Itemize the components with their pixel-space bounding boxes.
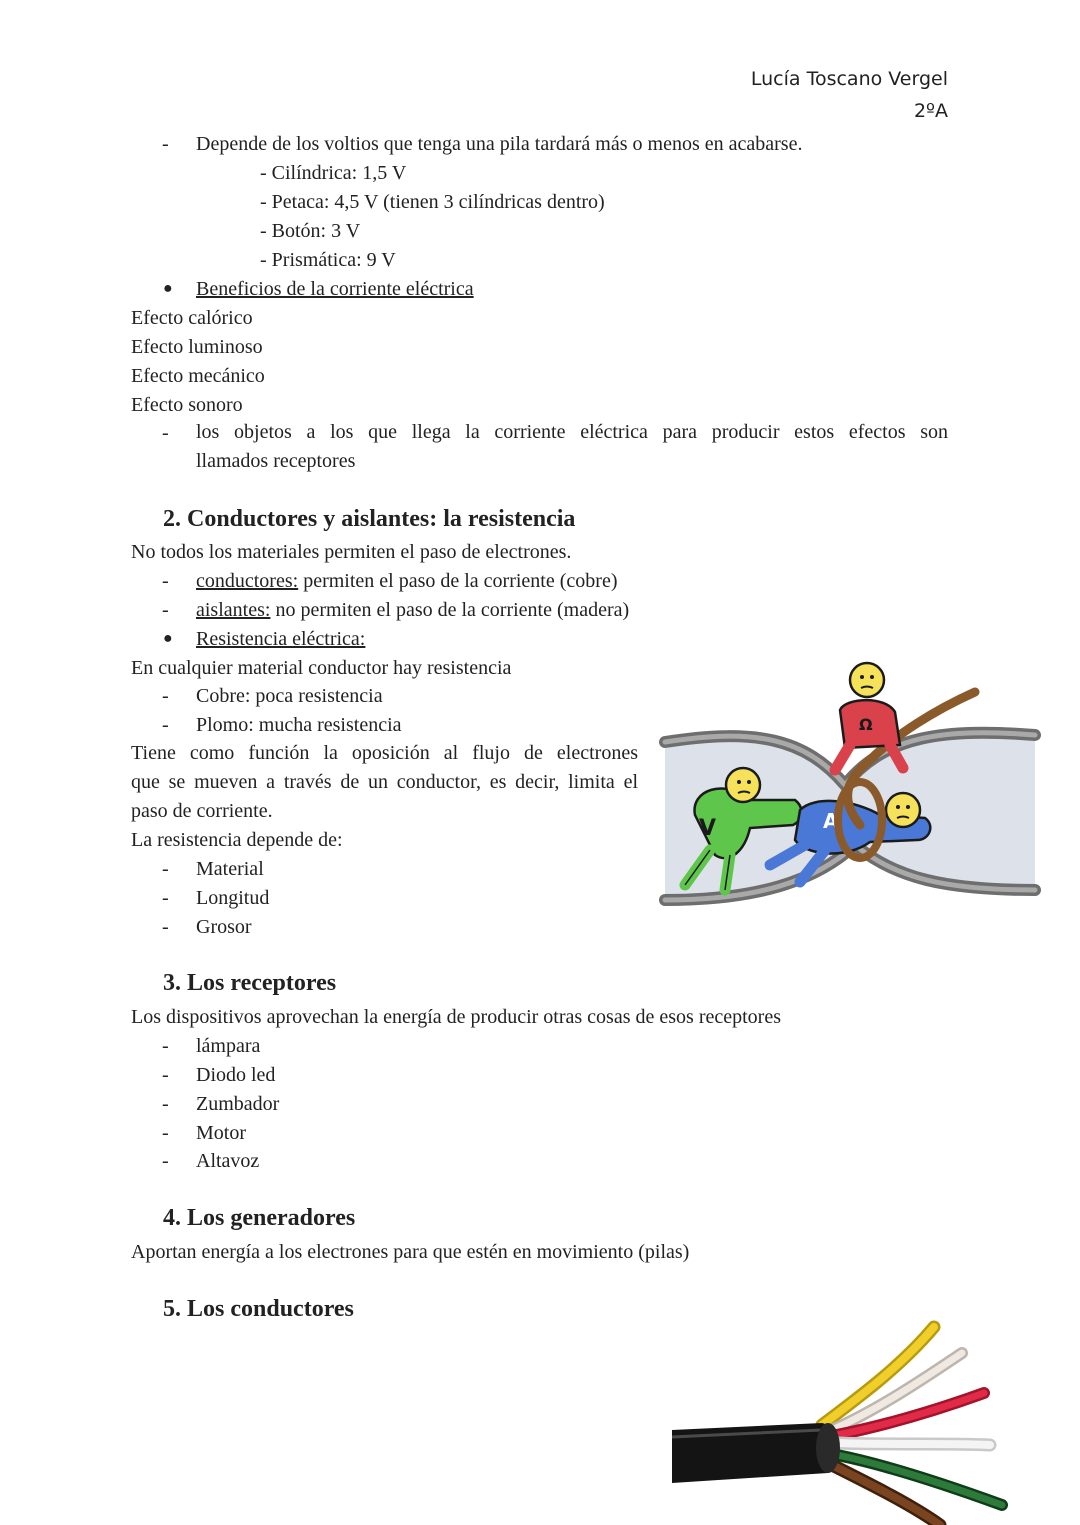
effect-item: Efecto mecánico bbox=[131, 365, 265, 387]
class-group: 2ºA bbox=[913, 100, 948, 122]
section-intro: Aportan energía a los electrones para que estén en movimiento (pilas) bbox=[131, 1241, 690, 1263]
effect-item: Efecto luminoso bbox=[131, 336, 263, 358]
section-heading: 3. Los receptores bbox=[163, 970, 337, 996]
battery-type: - Petaca: 4,5 V (tienen 3 cilíndricas dentro) bbox=[260, 191, 605, 213]
amp-label: A bbox=[823, 809, 839, 833]
battery-type: - Prismática: 9 V bbox=[260, 249, 396, 271]
effect-item: Efecto sonoro bbox=[131, 394, 243, 416]
section-heading: 2. Conductores y aislantes: la resistencia bbox=[163, 506, 576, 532]
battery-type: - Botón: 3 V bbox=[260, 220, 361, 242]
battery-intro: Depende de los voltios que tenga una pila tardará más o menos en acabarse. bbox=[196, 133, 803, 155]
section-intro: Los dispositivos aprovechan la energía de producir otras cosas de esos receptores bbox=[131, 1006, 781, 1028]
section-heading: 5. Los conductores bbox=[163, 1296, 354, 1322]
depends-title: La resistencia depende de: bbox=[131, 829, 343, 851]
ohm-label: Ω bbox=[859, 715, 873, 734]
multicore-cable-image bbox=[672, 1315, 1017, 1525]
bullet-icon: ● bbox=[163, 630, 173, 647]
section-intro: No todos los materiales permiten el paso de electrones. bbox=[131, 541, 572, 563]
ohm-law-cartoon bbox=[655, 650, 1045, 915]
document-page: Lucía Toscano Vergel 2ºA - Depende de los voltios que tenga una pila tardará más o menos en acabarse. - Cilíndrica: 1,5 V - Petaca: 4,5 V (tienen 3 cilíndricas dentro) - Botón: 3 V - Prismática: 9 V ● Beneficios de la corriente eléctrica Efecto calórico Efecto luminoso Efecto mecánico Efecto sonoro - los objetos a los que llega la corriente eléctrica para producir estos efectos son llamados receptores 2. Conductores y aislantes: la resistencia No todos los materiales permiten el paso de electrones. - conductores: permiten el paso de la corriente (cobre) - aislantes: no permiten el paso de la corriente (madera) ● Resistencia eléctrica: En cualquier material conductor hay resistencia - Cobre: poca resistencia - Plomo: mucha resistencia Tiene como función la oposición al flujo de electrones que se mueven a través de un conductor, es decir, limita el paso de corriente. La resistencia depende de: - Material - Longitud - Grosor V A Ω 3. Los receptores Los dispositivos aprovechan la energía de producir otras cosas de esos receptores - lámpara - Diodo led - Zumbador - Motor - Altavoz 4. Los generadores Aportan energía a los electrones para que estén en movimiento (pilas) 5. Los conductores bbox=[0, 0, 1080, 1525]
resistance-function: Tiene como función la oposición al flujo de electrones que se mueven a través de un conductor, es decir, limita el paso de corriente. bbox=[131, 742, 638, 822]
effect-item: Efecto calórico bbox=[131, 307, 253, 329]
battery-type: - Cilíndrica: 1,5 V bbox=[260, 162, 407, 184]
bullet-icon: ● bbox=[163, 280, 173, 297]
author-name: Lucía Toscano Vergel bbox=[750, 68, 948, 90]
section-heading: 4. Los generadores bbox=[163, 1205, 356, 1231]
volt-label: V bbox=[699, 816, 717, 841]
resistance-intro: En cualquier material conductor hay resistencia bbox=[131, 657, 512, 679]
receptors-note: los objetos a los que llega la corriente eléctrica para producir estos efectos son llamados receptores bbox=[196, 421, 948, 472]
